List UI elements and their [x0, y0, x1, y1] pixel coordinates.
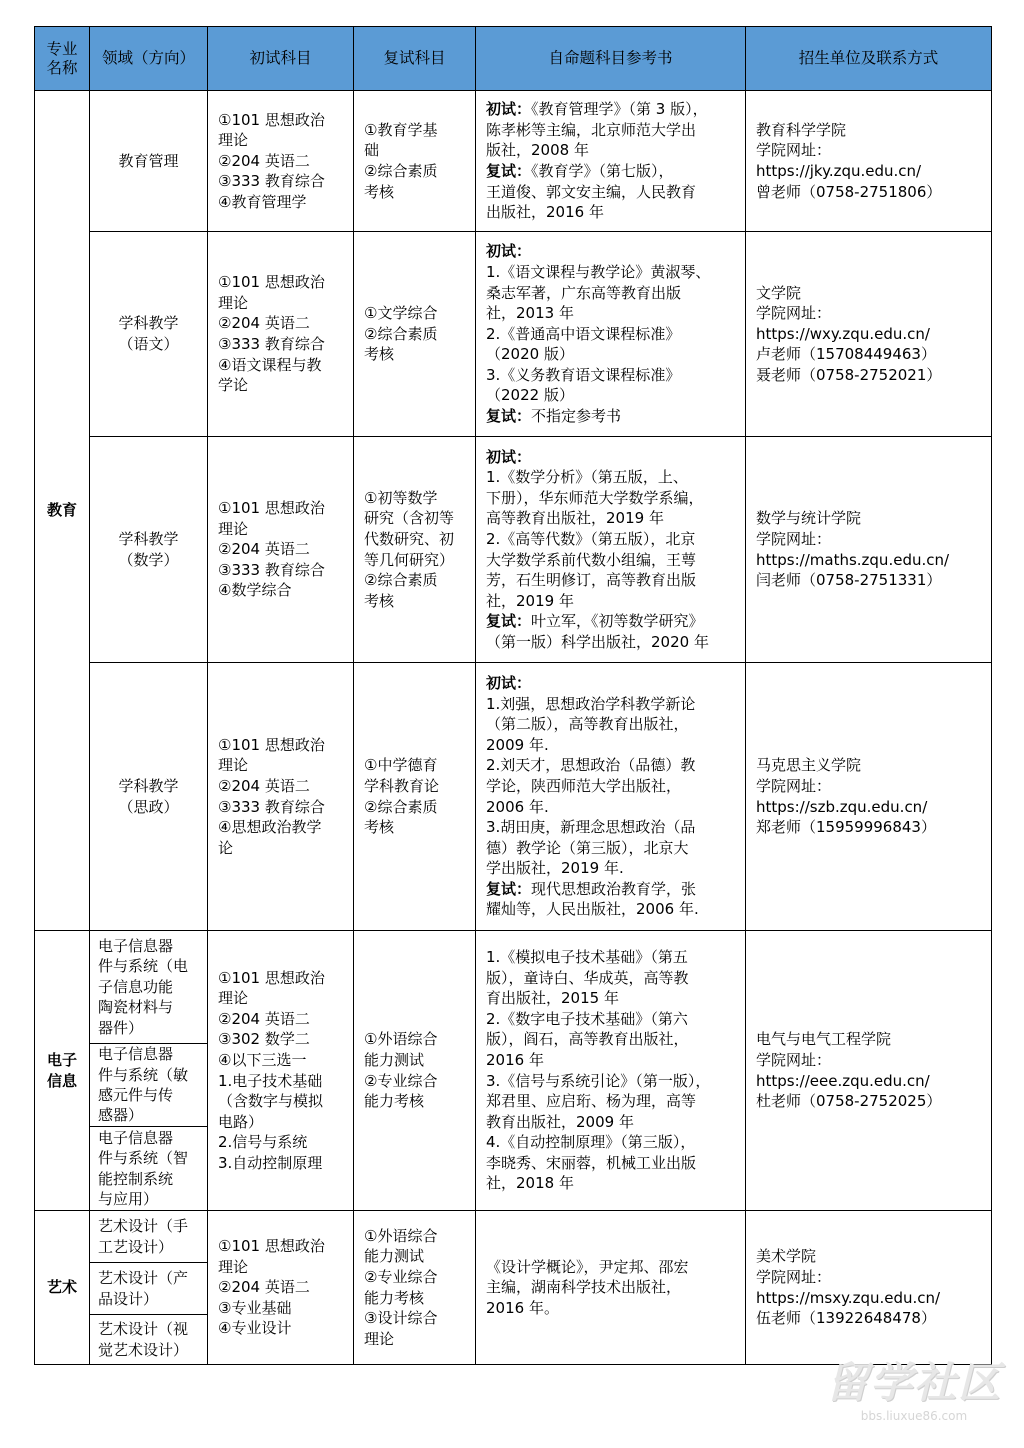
ref-label-first: 初试： — [486, 673, 532, 692]
field-cell: 艺术设计（视 觉艺术设计） — [90, 1315, 208, 1365]
ref-label-retest: 复试： — [486, 162, 532, 180]
header-reference-books: 自命题科目参考书 — [476, 27, 746, 91]
header-field: 领域（方向） — [90, 27, 208, 91]
table-row — [35, 663, 992, 931]
ref-label-first: 初试： — [486, 100, 532, 119]
first-exam-cell: ①101 思想政治 理论 ②204 英语二 ③333 教育综合 ④思想政治教学 论 — [208, 663, 354, 931]
ref-text-retest: 不指定参考书 — [531, 407, 622, 426]
reference-cell: 《设计学概论》，尹定邦、邵宏 主编，湖南科学技术出版社， 2016 年。 — [476, 1211, 746, 1365]
major-cell-electronic-info: 电子 信息 — [35, 931, 90, 1211]
header-first-exam: 初试科目 — [208, 27, 354, 91]
ref-label-retest: 复试： — [486, 879, 532, 898]
ref-text-first: 1.《语文课程与教学论》黄淑琴、 桑志军著，广东高等教育出版 社，2013 年 2.《普通高中语文课程标准》 （2020 版） 3.《义务教育语文课程标准》 （2022 版） — [486, 262, 711, 405]
contact-cell: 教育科学学院 学院网址： https://jky.zqu.edu.cn/ 曾老师（0758-2751806） — [746, 91, 992, 232]
ref-label-retest: 复试： — [486, 612, 532, 631]
reference-cell — [476, 91, 746, 232]
ref-label-first: 初试： — [486, 242, 532, 261]
field-cell: 艺术设计（产 品设计） — [90, 1263, 208, 1315]
ref-text-retest: 现代思想政治教育学，张 耀灿等，人民出版社，2006 年. — [486, 879, 699, 919]
ref-text-retest: 《教育学》（第七版）， 王道俊、郭文安主编，人民教育 出版社，2016 年 — [486, 162, 697, 222]
table-row — [35, 232, 992, 437]
retest-cell: ①中学德育 学科教育论 ②综合素质 考核 — [354, 663, 476, 931]
contact-cell: 数学与统计学院 学院网址： https://maths.zqu.edu.cn/ 闫老师（0758-2751331） — [746, 437, 992, 663]
first-exam-cell: ①101 思想政治 理论 ②204 英语二 ③专业基础 ④专业设计 — [208, 1211, 354, 1365]
reference-cell — [476, 232, 746, 437]
contact-cell: 电气与电气工程学院 学院网址： https://eee.zqu.edu.cn/ 杜老师（0758-2752025） — [746, 931, 992, 1211]
field-cell: 学科教学 （思政） — [90, 663, 208, 931]
first-exam-cell: ①101 思想政治 理论 ②204 英语二 ③333 教育综合 ④语文课程与教 学论 — [208, 232, 354, 437]
retest-cell: ①外语综合 能力测试 ②专业综合 能力考核 — [354, 931, 476, 1211]
table-row — [35, 437, 992, 663]
ref-label-first: 初试： — [486, 447, 532, 466]
contact-cell: 文学院 学院网址： https://wxy.zqu.edu.cn/ 卢老师（15708449463） 聂老师（0758-2752021） — [746, 232, 992, 437]
contact-cell: 马克思主义学院 学院网址： https://szb.zqu.edu.cn/ 郑老师（15959996843） — [746, 663, 992, 931]
field-cell: 电子信息器 件与系统（电 子信息功能 陶瓷材料与 器件） — [90, 931, 208, 1044]
retest-cell: ①外语综合 能力测试 ②专业综合 能力考核 ③设计综合 理论 — [354, 1211, 476, 1365]
reference-cell — [476, 663, 746, 931]
admissions-table — [34, 26, 992, 1365]
retest-cell: ①初等数学 研究（含初等 代数研究、初 等几何研究） ②综合素质 考核 — [354, 437, 476, 663]
watermark-text: 留学社区 — [825, 1358, 1002, 1407]
major-cell-education: 教育 — [35, 91, 90, 931]
ref-text-first: 《教育管理学》（第 3 版）， 陈孝彬等主编，北京师范大学出 版社，2008 年 — [486, 100, 708, 160]
header-row — [35, 27, 992, 91]
first-exam-cell: ①101 思想政治 理论 ②204 英语二 ③333 教育综合 ④数学综合 — [208, 437, 354, 663]
watermark-logo — [824, 1358, 1004, 1436]
reference-cell — [476, 437, 746, 663]
retest-cell: ①教育学基 础 ②综合素质 考核 — [354, 91, 476, 232]
field-cell: 教育管理 — [90, 91, 208, 232]
field-cell: 学科教学 （数学） — [90, 437, 208, 663]
header-contact: 招生单位及联系方式 — [746, 27, 992, 91]
contact-cell: 美术学院 学院网址： https://msxy.zqu.edu.cn/ 伍老师（13922648478） — [746, 1211, 992, 1365]
field-cell: 学科教学 （语文） — [90, 232, 208, 437]
major-cell-art: 艺术 — [35, 1211, 90, 1365]
table-row — [35, 1211, 992, 1263]
field-cell: 电子信息器 件与系统（智 能控制系统 与应用） — [90, 1127, 208, 1211]
first-exam-cell: ①101 思想政治 理论 ②204 英语二 ③333 教育综合 ④教育管理学 — [208, 91, 354, 232]
field-cell: 电子信息器 件与系统（敏 感元件与传 感器） — [90, 1044, 208, 1127]
first-exam-cell: ①101 思想政治 理论 ②204 英语二 ③302 数学二 ④以下三选一 1.电子技术基础 （含数字与模拟 电路） 2.信号与系统 3.自动控制原理 — [208, 931, 354, 1211]
table-row — [35, 91, 992, 232]
retest-cell: ①文学综合 ②综合素质 考核 — [354, 232, 476, 437]
header-major: 专业 名称 — [35, 27, 90, 91]
ref-label-retest: 复试： — [486, 407, 532, 426]
ref-text-first: 1.刘强，思想政治学科教学新论 （第二版），高等教育出版社， 2009 年. 2.刘天才，思想政治（品德）教 学论，陕西师范大学出版社， 2006 年. 3.胡田庚，新理念思想政治（品 德）教学论（第三版），北京大 学出版社，2019 年. — [486, 694, 696, 878]
watermark-url: bbs.liuxue86.com — [860, 1409, 968, 1423]
table-row — [35, 931, 992, 1044]
ref-text-first: 1.《数学分析》（第五版，上、 下册），华东师范大学数学系编， 高等教育出版社，2019 年 2.《高等代数》（第五版），北京 大学数学系前代数小组编，王萼 芳，石生明修订，高等教育出版 社，2019 年 — [486, 468, 704, 610]
field-cell: 艺术设计（手 工艺设计） — [90, 1211, 208, 1263]
header-retest: 复试科目 — [354, 27, 476, 91]
reference-cell: 1.《模拟电子技术基础》（第五 版），童诗白、华成英，高等教 育出版社，2015 年 2.《数字电子技术基础》（第六 版），阎石，高等教育出版社， 2016 年 3.《信号与系统引论》（第一版）， 郑君里、应启珩、杨为理，高等 教育出版社，2009 年 4.《自动控制原理》（第三版）， 李晓秀、宋丽蓉，机械工业出版 社，2018 年 — [476, 931, 746, 1211]
ref-text-retest: 叶立军，《初等数学研究》 （第一版）科学出版社，2020 年 — [486, 612, 709, 651]
